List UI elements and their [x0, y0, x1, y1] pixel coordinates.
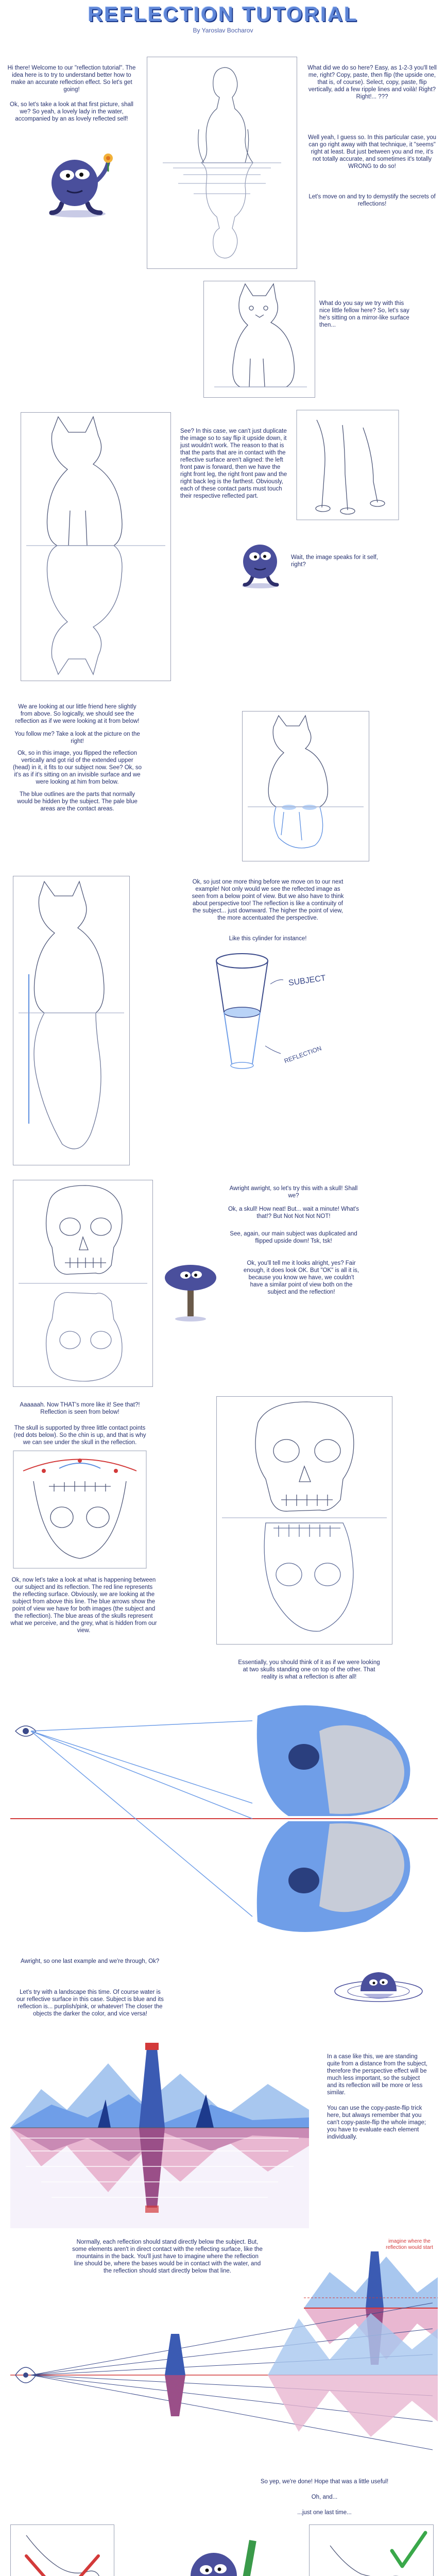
- point-of-view-diagram: [10, 1700, 438, 1942]
- hand-wrong-illustration: [10, 2524, 114, 2576]
- hand-correct-illustration: [309, 2524, 434, 2576]
- reflection-line-text: Normally, each reflection should stand directly below the subject. But, some elements aren't in direct contact with the reflecting surface, like the mountains in the back. You'll just have to imagine where the reflection line should be, where the bases would be in contact with the water, and the reflection should start directly below that line.: [72, 2239, 263, 2274]
- distance-text: In a case like this, we are standing quite from a distance from the subject, therefore the perspective effect will be much less important, so the subject and its reflection will be more or less similar.: [327, 2054, 427, 2096]
- skull-what-text: Ok, a skull! How neat! But... wait a minute! What's that!? But Not Not Not NOT!: [228, 1206, 359, 1219]
- lady-caption: Ok, so let's take a look at that first picture, shall we? So yeah, a lovely lady in the water, accompanied by an as lovely reflected self!: [10, 101, 133, 122]
- landscape-illustration: [10, 2027, 309, 2228]
- copy-paste-trick-text: You can use the copy-paste-flip trick here, but always remember that you can't copy-paste-flip the whole image; you have to evaluate each element individually.: [327, 2105, 426, 2140]
- subject-label: SUBJECT: [288, 974, 327, 988]
- move-on-text: Let's move on and try to demystify the secrets of reflections!: [308, 194, 436, 207]
- skull-intro-text: Awright awright, so let's try this with a skull! Shall we?: [229, 1185, 358, 1199]
- copy-paste-text: What did we do so here? Easy, as 1-2-3 you'll tell me, right? Copy, paste, then flip (the upside one, that is, of course). Select, copy, paste, flip vertically, add a few ripple lines and voilà! Right? Right!... ???: [307, 65, 437, 100]
- one-last-time-text: ...just one last time...: [297, 2510, 352, 2516]
- skull-flipped-illustration: [13, 1180, 153, 1387]
- skull-flipped-text: See, again, our main subject was duplicated and flipped upside down! Tsk, tsk!: [230, 1231, 357, 1244]
- cat-correct-reflection-illustration: [242, 711, 369, 861]
- cylinder-intro-text: Like this cylinder for instance!: [229, 936, 307, 942]
- perspective-text: Ok, so just one more thing before we move on to our next example! Not only would we see the reflected image as seen from a below point of view. But we also have to think about perspective too! The reflection is like a continuity of the subject... just downward. The higher the point of view, the more accentuated the perspective.: [192, 879, 344, 921]
- imagine-label: imagine where the reflection would start: [386, 2239, 433, 2250]
- cat-flipped-reflection-illustration: [21, 412, 171, 681]
- cat-perspective-illustration: [13, 876, 130, 1165]
- intro-text: Hi there! Welcome to our "reflection tutorial". The idea here is to try to understand better how to make an accurate reflection effect. So let's get going!: [7, 65, 136, 93]
- accuracy-text: Well yeah, I guess so. In this particular case, you can go right away with that technique, it "seems" right at least. But just between you and me, it's not totally accurate, and sometimes it's totally WRONG to do so!: [307, 134, 437, 170]
- cat-legs-closeup: [296, 410, 399, 520]
- skull-correct-reflection-illustration: [216, 1396, 392, 1645]
- follow-me-text: You follow me? Take a look at the picture on the right!: [14, 731, 140, 744]
- landscape-perspective-diagram: [10, 2298, 438, 2458]
- contact-points-text: The skull is supported by three little contact points (red dots below). So the chin is up, and that is why we can see under the skull in the reflection.: [13, 1425, 146, 1446]
- blue-outlines-text: The blue outlines are the parts that normally would be hidden by the subject. The pale blue areas are the contact areas.: [17, 791, 138, 812]
- contact-parts-text: See? In this case, we can't just duplicate the image so to say flip it upside down, it just wouldn't work. The reason to that is that the parts that are in contact with the reflective surface aren't aligned: the left front paw is forward, then we have the right front leg, the right front paw and the right back leg is the farthest. Obviously, each of these contact parts must touch their respective reflected part.: [180, 428, 287, 499]
- skull-correct-text: Aaaaaah. Now THAT's more like it! See that?! Reflection is seen from below!: [20, 1402, 140, 1415]
- two-skulls-text: Essentially, you should think of it as if we were looking at two skulls standing one on top of the other. That reality is what a reflection is after all!: [238, 1659, 380, 1680]
- last-example-text: Awright, so one last example and we're through, Ok?: [21, 1958, 160, 1964]
- red-line-text: Ok, now let's take a look at what is happening between our subject and its reflection. The red line represents the reflecting surface. Obviously, we are looking at the subject from above this line. The blue arrows show the point of view we have for both images (the subject and the reflection). The blue areas of the skulls represent what we perceive, and the grey, what is hidden from our view.: [10, 1577, 157, 1634]
- oh-and-text: Oh, and...: [311, 2494, 338, 2500]
- mascot-in-water: [330, 1963, 427, 2014]
- skull-below-view-illustration: [13, 1450, 147, 1569]
- skull-ok-text: Ok, you'll tell me it looks alright, yes? Fair enough, it does look OK. But "OK" is all it is, because you know we have, we couldn't have a similar point of view both on the subject and the reflection!: [243, 1260, 359, 1295]
- seen-from-below-text: We are looking at our little friend here slightly from above. So logically, we should see the reflection as if we were looking at it from below!: [15, 704, 140, 724]
- lady-reflection-illustration: [147, 57, 297, 269]
- mascot-pointing: [232, 533, 288, 590]
- page-title: REFLECTION TUTORIAL: [88, 3, 358, 26]
- landscape-text: Let's try with a landscape this time. Of course water is our reflective surface in this case. Subject is blue and its reflection is... purplish/pink, or whatever! The closer the objects the darker the color, and vice versa!: [16, 1989, 164, 2017]
- cylinder-diagram: [201, 948, 335, 1077]
- byline: By Yaroslav Bocharov: [193, 27, 253, 34]
- reflection-label: REFLECTION: [283, 1044, 323, 1065]
- mascot-with-pen: [165, 2535, 278, 2576]
- cat-sitting-illustration: [203, 281, 315, 398]
- done-text: So yep, we're done! Hope that was a little useful!: [260, 2479, 389, 2485]
- image-speaks-text: Wait, the image speaks for it self, right?: [291, 554, 378, 568]
- mascot-mushroom: [155, 1252, 227, 1324]
- flipped-vertically-text: Ok, so in this image, you flipped the reflection vertically and got rid of the extended upper (head) in it, it fits to our subject now. See? Ok, so it's as if it's sitting on an invisible surface and we were looking at him from below.: [13, 750, 142, 785]
- mascot-waving: [31, 142, 124, 219]
- mirror-surface-text: What do you say we try with this nice little fellow here? So, let's say he's sitting on a mirror-like surface then...: [319, 300, 409, 328]
